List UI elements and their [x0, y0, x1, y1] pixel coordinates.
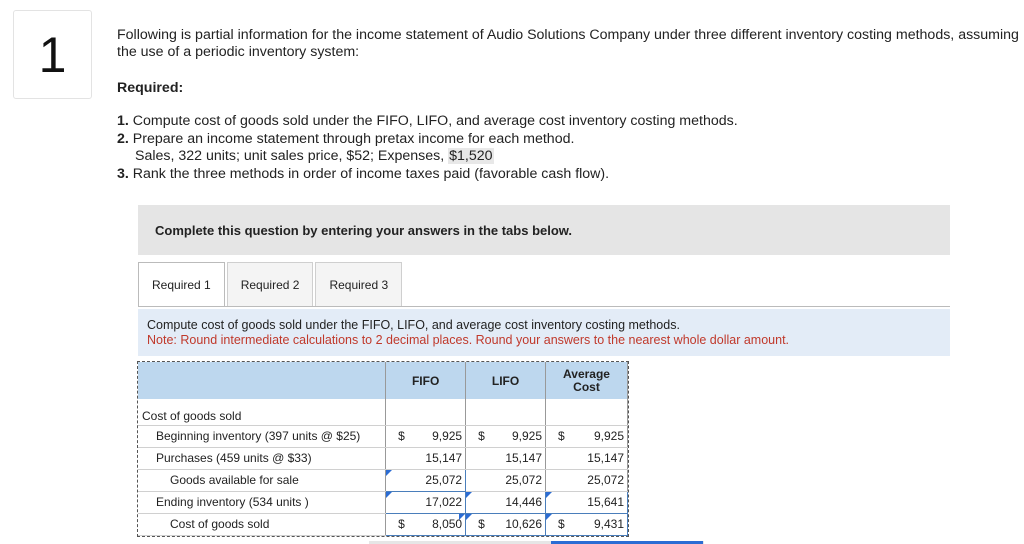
avg-goods-available: 25,072: [546, 469, 628, 491]
table-row: [138, 491, 628, 513]
fifo-ending-input[interactable]: 17,022: [386, 491, 466, 513]
requirement-2: 2. Prepare an income statement through pretax income for each method.: [117, 130, 575, 147]
table-row: [138, 469, 628, 491]
answer-flag-icon: [546, 492, 552, 498]
avg-purchases: 15,147: [546, 447, 628, 469]
lifo-ending-input[interactable]: 14,446: [466, 491, 546, 513]
lifo-beginning: $ 9,925: [466, 425, 546, 447]
answer-flag-icon: [466, 492, 472, 498]
table-row: [138, 425, 628, 447]
header-average-cost: Average Cost: [546, 362, 628, 399]
table-row: [138, 447, 628, 469]
answer-flag-icon: [546, 514, 552, 520]
rounding-note: Note: Round intermediate calculations to 2 decimal places. Round your answers to the nearest whole dollar amount.: [147, 333, 790, 347]
answer-flag-icon: [459, 514, 465, 520]
question-number: 1: [13, 10, 92, 99]
table-row: [138, 399, 628, 425]
tab-required-1[interactable]: Required 1: [138, 262, 225, 307]
avg-ending-input[interactable]: 15,641: [546, 491, 628, 513]
table-header-row: [138, 362, 628, 399]
fifo-goods-available-input[interactable]: 25,072: [386, 469, 466, 491]
avg-cogs-input[interactable]: $ 9,431: [546, 513, 628, 535]
fifo-cogs-input[interactable]: $ 8,050: [386, 513, 466, 535]
section-label: Cost of goods sold: [138, 399, 386, 425]
header-fifo: FIFO: [386, 362, 466, 399]
tab-required-3[interactable]: Required 3: [315, 262, 402, 306]
tab-required-2[interactable]: Required 2: [227, 262, 314, 306]
avg-beginning: $ 9,925: [546, 425, 628, 447]
fifo-purchases: 15,147: [386, 447, 466, 469]
answer-flag-icon: [386, 492, 392, 498]
header-lifo: LIFO: [466, 362, 546, 399]
requirement-1: 1. Compute cost of goods sold under the FIFO, LIFO, and average cost inventory costing methods.: [117, 113, 738, 129]
lifo-goods-available: 25,072: [466, 469, 546, 491]
answer-flag-icon: [386, 470, 392, 476]
row-label: Ending inventory (534 units ): [138, 491, 386, 513]
cogs-table: [137, 361, 629, 537]
instruction-text: Compute cost of goods sold under the FIFO, LIFO, and average cost inventory costing methods.: [147, 318, 680, 332]
row-label: Beginning inventory (397 units @ $25): [138, 425, 386, 447]
instruction-panel: [138, 309, 950, 356]
requirement-2-details: Sales, 322 units; unit sales price, $52; Expenses, $1,520: [135, 148, 493, 164]
fifo-beginning: $ 9,925: [386, 425, 466, 447]
row-label: Cost of goods sold: [138, 513, 386, 535]
row-label: Purchases (459 units @ $33): [138, 447, 386, 469]
requirements-list: [117, 113, 738, 183]
tab-bar: [138, 262, 402, 307]
required-heading: Required:: [117, 80, 184, 96]
table-row: [138, 513, 628, 535]
lifo-purchases: 15,147: [466, 447, 546, 469]
intro-text: Following is partial information for the income statement of Audio Solutions Company under three different inventory costing methods, assuming the use of a periodic inventory system:: [117, 27, 1019, 60]
expenses-highlight: $1,520: [449, 148, 493, 164]
tab-divider: [138, 306, 950, 307]
header-blank: [138, 362, 386, 399]
requirement-3: 3. Rank the three methods in order of income taxes paid (favorable cash flow).: [117, 165, 610, 182]
row-label: Goods available for sale: [138, 469, 386, 491]
answer-flag-icon: [466, 514, 472, 520]
complete-instructions-box: Complete this question by entering your answers in the tabs below.: [138, 205, 950, 255]
lifo-cogs-input[interactable]: $ 10,626: [466, 513, 546, 535]
